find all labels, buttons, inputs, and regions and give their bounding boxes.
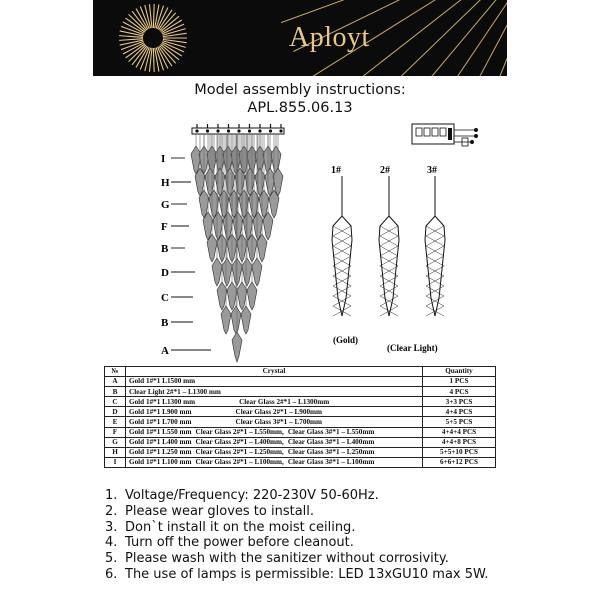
level-label: H bbox=[161, 177, 170, 189]
pendant-1-gold bbox=[332, 176, 352, 316]
level-label: G bbox=[161, 199, 170, 211]
level-label: B bbox=[161, 317, 169, 329]
crystal-shape bbox=[231, 306, 241, 334]
crystal-description bbox=[126, 457, 423, 467]
crystal-part: Gold 1#*1 L1500 mm bbox=[129, 377, 196, 386]
row-quantity: 3+3 PCS bbox=[423, 397, 496, 407]
row-id: A bbox=[105, 377, 126, 387]
level-label: D bbox=[161, 267, 169, 279]
table-row bbox=[105, 427, 496, 437]
pendant-2-caption: (Clear Light) bbox=[387, 343, 438, 353]
crystal-part: Clear Glass 2#*1 – L1300mm bbox=[239, 397, 330, 406]
crystal-shape bbox=[227, 282, 237, 310]
row-quantity: 4+4 PCS bbox=[423, 407, 496, 417]
crystal-shape bbox=[271, 146, 281, 174]
crystal-description bbox=[126, 407, 423, 417]
crystal-part: Gold 1#*1 L250 mm bbox=[129, 448, 192, 457]
crystal-shape bbox=[237, 282, 247, 310]
table-row bbox=[105, 447, 496, 457]
crystal-shape bbox=[242, 258, 252, 286]
table-row bbox=[105, 407, 496, 417]
assembly-diagram bbox=[100, 118, 500, 366]
crystal-description bbox=[126, 427, 423, 437]
table-row bbox=[105, 417, 496, 427]
crystal-part: Gold 1#*1 L400 mm bbox=[129, 438, 192, 446]
pendant-3-id: 3# bbox=[427, 165, 437, 176]
crystal-part: Clear Light 2#*1 – L1300 mm bbox=[129, 387, 221, 396]
row-id: E bbox=[105, 417, 126, 427]
crystal-description bbox=[126, 397, 423, 407]
header-crystal: Crystal bbox=[126, 367, 423, 377]
crystal-part: Gold 1#*1 L900 mm bbox=[129, 407, 192, 416]
note-item: 3. Don`t install it on the moist ceiling. bbox=[105, 519, 356, 535]
row-quantity: 4 PCS bbox=[423, 387, 496, 397]
row-quantity: 5+5 PCS bbox=[423, 417, 496, 427]
brand-logo: Aployt bbox=[289, 22, 370, 53]
note-item: 2. Please wear gloves to install. bbox=[105, 503, 315, 519]
crystal-shape bbox=[252, 258, 262, 286]
crystal-shape bbox=[222, 258, 232, 286]
chandelier-drawing bbox=[191, 124, 284, 362]
brand-banner bbox=[93, 0, 507, 76]
instruction-notes bbox=[105, 488, 489, 583]
row-id: F bbox=[105, 427, 126, 437]
row-id: G bbox=[105, 437, 126, 447]
crystal-part: Clear Glass 2#*1 – L550mm, bbox=[195, 427, 284, 436]
row-quantity: 4+4+8 PCS bbox=[423, 437, 496, 447]
level-label: C bbox=[161, 292, 169, 304]
row-id: H bbox=[105, 447, 126, 457]
pendant-3 bbox=[425, 176, 445, 316]
row-id: D bbox=[105, 407, 126, 417]
crystal-shape bbox=[212, 258, 222, 286]
table-row bbox=[105, 377, 496, 387]
note-item: 4. Turn off the power before cleanout. bbox=[105, 535, 354, 551]
crystal-part: Clear Glass 3#*1 – L250mm bbox=[287, 448, 375, 457]
crystal-part: Clear Glass 3#*1 – L550mm bbox=[287, 427, 375, 436]
pendant-1-id: 1# bbox=[331, 165, 341, 176]
crystal-shape bbox=[232, 332, 242, 362]
crystal-part: Clear Glass 2#*1 – L400mm, bbox=[195, 438, 284, 446]
row-id: I bbox=[105, 457, 126, 467]
row-quantity: 6+6+12 PCS bbox=[423, 457, 496, 467]
note-item: 5. Please wash with the sanitizer without corrosivity. bbox=[105, 551, 449, 567]
header-quantity: Quantity bbox=[423, 367, 496, 377]
row-quantity: 4+4+4 PCS bbox=[423, 427, 496, 437]
crystal-part: Clear Glass 3#*1 – L400mm bbox=[287, 438, 375, 446]
table-row bbox=[105, 437, 496, 447]
crystal-description bbox=[126, 437, 423, 447]
crystal-description bbox=[126, 447, 423, 457]
header-number: № bbox=[105, 367, 126, 377]
table-row bbox=[105, 397, 496, 407]
row-quantity: 1 PCS bbox=[423, 377, 496, 387]
table-row bbox=[105, 457, 496, 467]
level-label: F bbox=[161, 221, 168, 233]
level-label: A bbox=[161, 345, 169, 357]
note-item: 1. Voltage/Frequency: 220-230V 50-60Hz. bbox=[105, 488, 379, 503]
row-quantity: 5+5+10 PCS bbox=[423, 447, 496, 457]
crystal-description bbox=[126, 377, 423, 387]
pendant-2-id: 2# bbox=[380, 165, 390, 176]
pendant-2-clear-light bbox=[379, 176, 399, 316]
crystal-shape bbox=[217, 282, 227, 310]
crystal-part: Clear Glass 3#*1 – L100mm bbox=[287, 458, 375, 467]
crystal-description bbox=[126, 387, 423, 397]
note-item: 6. The use of lamps is permissible: LED 13xGU10 max 5W. bbox=[105, 566, 489, 582]
crystal-part: Gold 1#*1 L1300 mm bbox=[129, 397, 196, 406]
table-row bbox=[105, 387, 496, 397]
crystal-part: Clear Glass 3#*1 – L700mm bbox=[235, 417, 323, 426]
crystal-shape bbox=[247, 282, 257, 310]
crystal-part: Clear Glass 2#*1 – L250mm, bbox=[195, 448, 284, 457]
crystal-part: Gold 1#*1 L100 mm bbox=[129, 458, 192, 467]
row-id: B bbox=[105, 387, 126, 397]
crystal-part: Clear Glass 2#*1 – L100mm, bbox=[195, 458, 284, 467]
crystal-shape bbox=[241, 306, 251, 334]
crystal-spec-table bbox=[104, 366, 496, 468]
crystal-description bbox=[126, 417, 423, 427]
pendant-1-caption: (Gold) bbox=[333, 335, 359, 345]
crystal-part: Gold 1#*1 L700 mm bbox=[129, 417, 192, 426]
level-label: I bbox=[161, 153, 166, 165]
row-id: C bbox=[105, 397, 126, 407]
wiring-icon bbox=[412, 124, 478, 146]
crystal-part: Gold 1#*1 L550 mm bbox=[129, 427, 192, 436]
crystal-shape bbox=[221, 306, 231, 334]
model-number: APL.855.06.13 bbox=[247, 100, 353, 116]
level-label: B bbox=[161, 243, 169, 255]
document-title: Model assembly instructions: bbox=[194, 82, 406, 98]
crystal-part: Clear Glass 2#*1 – L900mm bbox=[235, 407, 323, 416]
